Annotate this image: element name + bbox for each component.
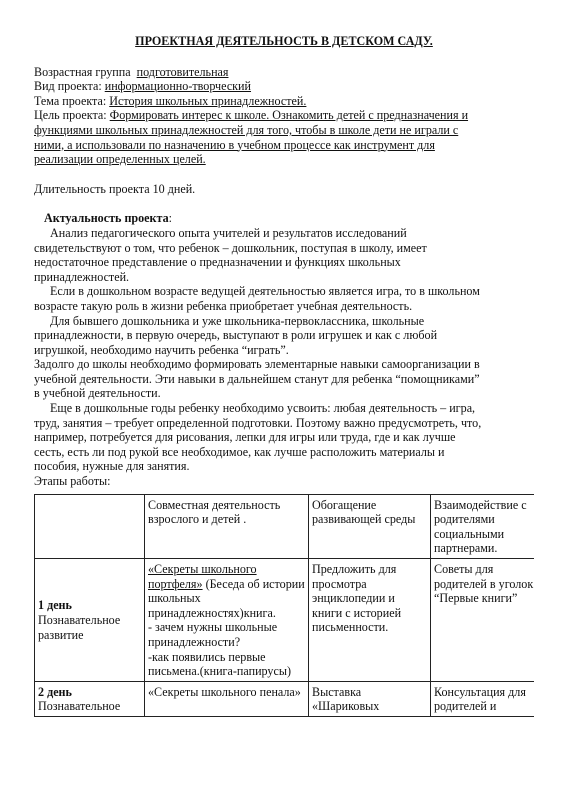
- text-line: принадлежностей.: [34, 269, 130, 284]
- project-topic-label: Тема проекта:: [34, 93, 107, 108]
- table-header-cell: Обогащение развивающей среды: [309, 494, 431, 558]
- relevance-heading-text: Актуальность проекта: [44, 211, 169, 226]
- project-goal-line: [34, 108, 534, 123]
- text-line: игрушкой, необходимо научить ребенка “играть”.: [34, 342, 289, 357]
- table-row: [35, 681, 535, 716]
- project-topic-value: История школьных принадлежностей.: [109, 93, 307, 108]
- joint-activity-cell: [145, 559, 309, 682]
- project-type-label: Вид проекта:: [34, 79, 102, 94]
- stages-table: [34, 494, 534, 717]
- project-type-line: [34, 79, 534, 94]
- text-line: Еще в дошкольные годы ребенку необходимо усвоить: любая деятельность – игра,: [50, 401, 476, 416]
- relevance-paragraph-4: [34, 357, 534, 401]
- project-goal-label: Цель проекта:: [34, 108, 107, 123]
- text-line: Задолго до школы необходимо формировать элементарные навыки самоорганизации в: [34, 357, 480, 372]
- relevance-heading-colon: :: [168, 211, 173, 226]
- project-goal-value-4: реализации определенных целей.: [34, 152, 206, 167]
- page-title: ПРОЕКТНАЯ ДЕЯТЕЛЬНОСТЬ В ДЕТСКОМ САДУ.: [135, 34, 433, 48]
- document-page: [34, 34, 534, 789]
- age-group-line: [34, 65, 534, 80]
- relevance-paragraph-2: [34, 284, 534, 313]
- area-label: Познавательное развитие: [38, 613, 121, 642]
- table-header-cell: Взаимодействие с родителями социальными партнерами.: [431, 494, 535, 558]
- activity-link[interactable]: «Секреты школьного портфеля»: [148, 562, 257, 591]
- relevance-heading: [34, 211, 534, 226]
- age-group-value: подготовительная: [136, 64, 229, 79]
- text-line: в учебной деятельности.: [34, 386, 161, 401]
- relevance-paragraph-5: [34, 401, 534, 474]
- age-group-label: Возрастная группа: [34, 64, 131, 79]
- text-line: свидетельствуют о том, что ребенок – дошкольник, поступая в школу, имеет: [34, 240, 427, 255]
- text-line: сесть, есть ли под рукой все необходимое, как лучше расположить материалы и: [34, 444, 445, 459]
- table-header-cell: [35, 494, 145, 558]
- project-type-value: информационно-творческий: [104, 79, 252, 94]
- parents-cell: Консультация для родителей и: [431, 681, 535, 716]
- text-line: например, потребуется для рисования, лепки для игры или труда, где и как лучше: [34, 430, 456, 445]
- table-header-row: [35, 494, 535, 558]
- environment-cell: Выставка «Шариковых: [309, 681, 431, 716]
- activity-description: (Беседа об истории школьных принадлежностях)книга. - зачем нужны школьные принадлежности? -как появились первые письмена.(книга-папирусы): [148, 576, 305, 679]
- text-line: пособия, нужные для занятия.: [34, 459, 190, 474]
- text-line: Если в дошкольном возрасте ведущей деятельностью является игра, то в школьном: [50, 284, 480, 299]
- day-cell: [35, 681, 145, 716]
- environment-cell: Предложить для просмотра энциклопедии и книги с историей письменности.: [309, 559, 431, 682]
- parents-cell: Советы для родителей в уголок “Первые книги”: [431, 559, 535, 682]
- project-goal-value-1: Формировать интерес к школе. Ознакомить детей с предназначения и: [109, 108, 469, 123]
- day-cell: [35, 559, 145, 682]
- area-label: Познавательное: [38, 699, 121, 714]
- text-line: труд, занятия – требует определенной подготовки. Поэтому важно предусмотреть, что,: [34, 415, 482, 430]
- joint-activity-cell: «Секреты школьного пенала»: [145, 681, 309, 716]
- text-line: недостаточное представление о предназначении и функциях школьных: [34, 255, 401, 270]
- project-goal-value-3: ними, а использовали по назначению в учебном процессе как инструмент для: [34, 137, 435, 152]
- project-goal-value-2: функциями школьных принадлежностей для того, чтобы в школе дети не играли с: [34, 122, 459, 137]
- table-header-cell: Совместная деятельность взрослого и детей .: [145, 494, 309, 558]
- relevance-paragraph-3: [34, 314, 534, 358]
- text-line: возрасте такую роль в жизни ребенка приобретает учебная деятельность.: [34, 298, 413, 313]
- table-row: [35, 559, 535, 682]
- stages-table-wrapper: [34, 489, 534, 789]
- relevance-paragraph-1: [34, 226, 534, 284]
- text-line: учебной деятельности. Эти навыки в дальнейшем станут для ребенка “помощниками”: [34, 371, 480, 386]
- project-topic-line: [34, 94, 534, 109]
- text-line: Для бывшего дошкольника и уже школьника-первоклассника, школьные: [50, 313, 425, 328]
- stages-label: Этапы работы:: [34, 474, 111, 489]
- text-line: Анализ педагогического опыта учителей и результатов исследований: [50, 225, 407, 240]
- day-label: 1 день: [38, 598, 72, 613]
- text-line: принадлежности, в первую очередь, выступают в роли игрушек и как с любой: [34, 328, 438, 343]
- project-duration: Длительность проекта 10 дней.: [34, 181, 196, 196]
- day-label: 2 день: [38, 684, 72, 699]
